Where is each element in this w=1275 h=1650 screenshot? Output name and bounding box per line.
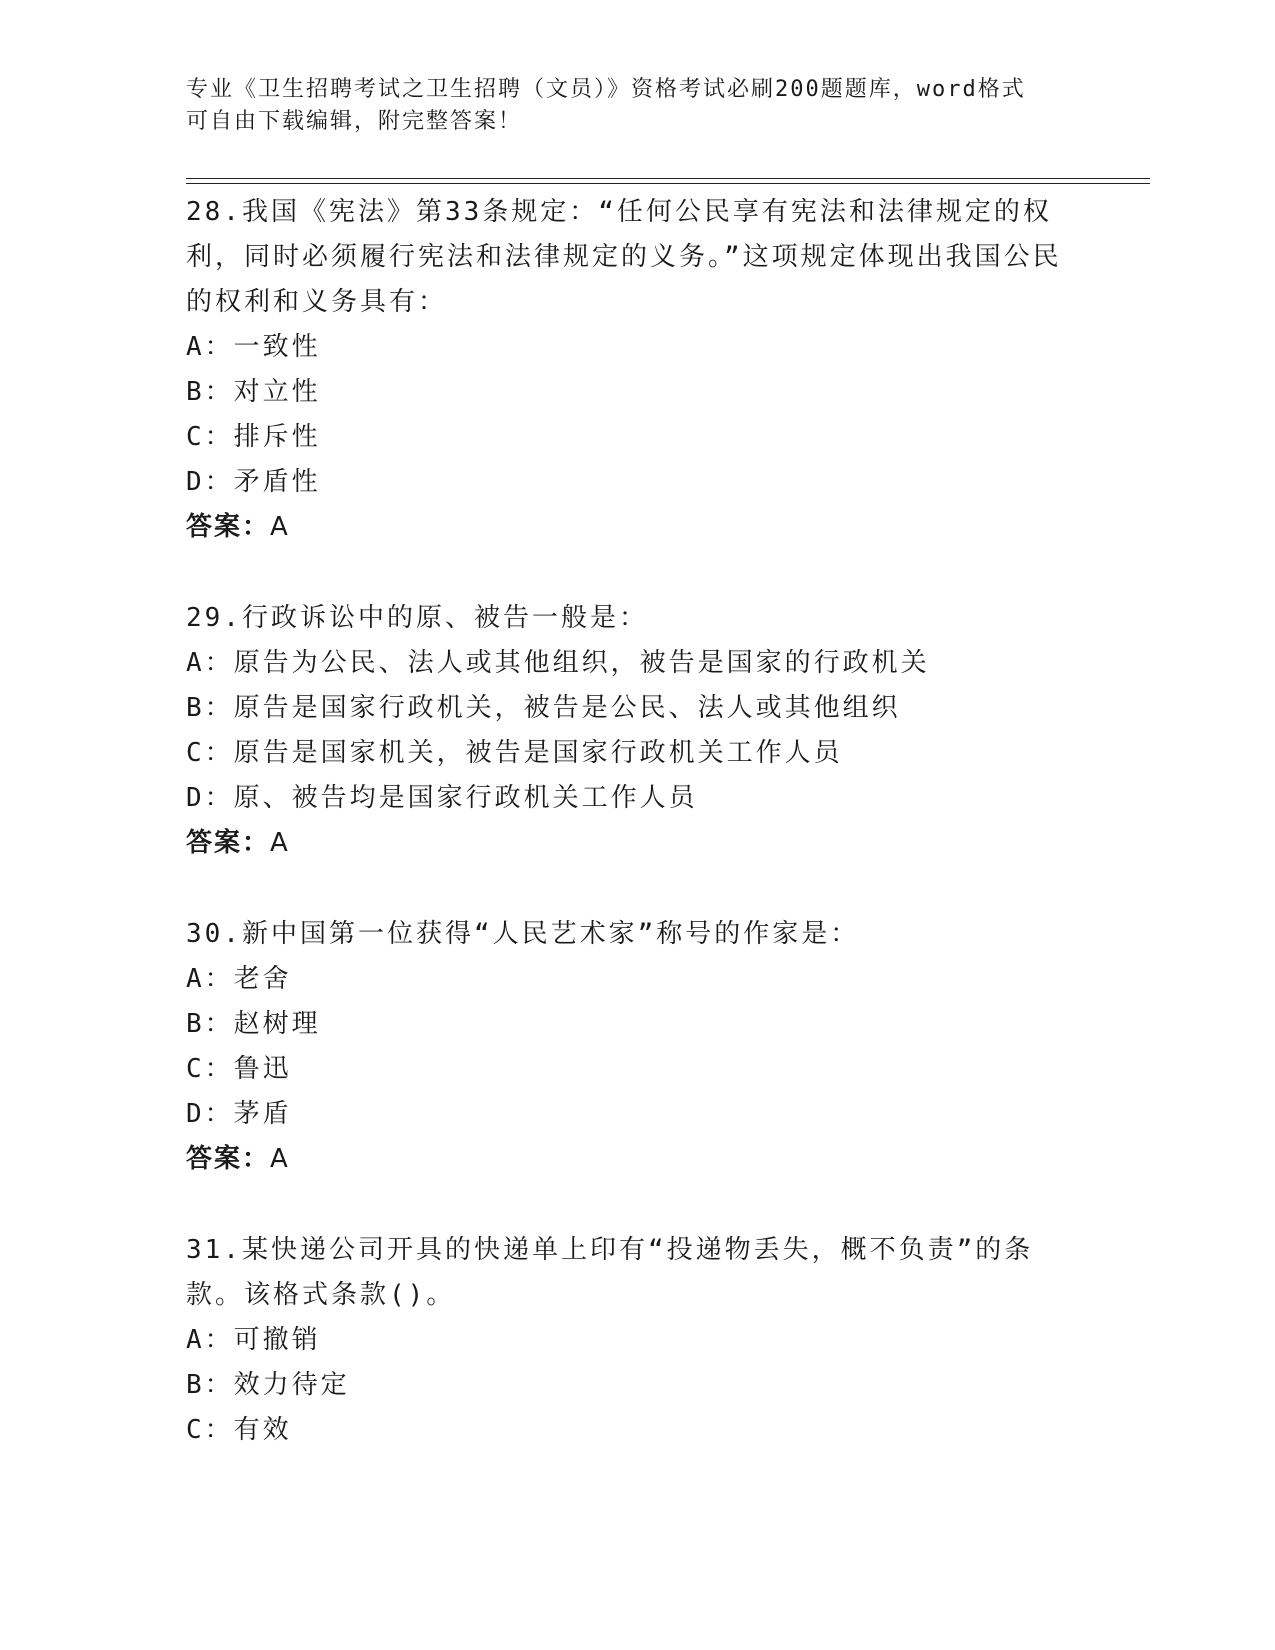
question-list	[186, 190, 1086, 1499]
answer-label: 答案：	[186, 1144, 271, 1174]
option-d: D：茅盾	[186, 1099, 292, 1129]
question-28	[186, 190, 1086, 550]
answer-line	[186, 505, 1086, 550]
option-a: A：可撤销	[186, 1325, 321, 1355]
option-d: D：矛盾性	[186, 467, 321, 497]
option-a: A：老舍	[186, 964, 292, 994]
header-rule-top	[186, 178, 1150, 179]
document-header	[186, 74, 1066, 138]
option-c: C：鲁迅	[186, 1054, 292, 1084]
answer-value: A	[270, 1144, 290, 1174]
option-a: A：原告为公民、法人或其他组织，被告是国家的行政机关	[186, 648, 930, 678]
option-b: B：原告是国家行政机关，被告是公民、法人或其他组织	[186, 693, 901, 723]
option-c: C：原告是国家机关，被告是国家行政机关工作人员	[186, 738, 843, 768]
header-rule-bottom	[186, 183, 1150, 184]
option-b: B：赵树理	[186, 1009, 321, 1039]
option-c: C：有效	[186, 1415, 292, 1445]
option-b: B：效力待定	[186, 1370, 350, 1400]
question-31	[186, 1228, 1086, 1453]
option-a: A：一致性	[186, 332, 321, 362]
question-text: 30.新中国第一位获得“人民艺术家”称号的作家是：	[186, 919, 860, 949]
header-line-2: 可自由下载编辑，附完整答案！	[186, 109, 523, 134]
answer-label: 答案：	[186, 828, 271, 858]
answer-value: A	[270, 828, 290, 858]
answer-label: 答案：	[186, 512, 271, 542]
answer-value: A	[270, 512, 290, 542]
question-text: 31.某快递公司开具的快递单上印有“投递物丢失，概不负责”的条款。该格式条款()。	[186, 1235, 1034, 1310]
option-c: C：排斥性	[186, 422, 321, 452]
option-b: B：对立性	[186, 377, 321, 407]
question-29	[186, 596, 1086, 866]
header-line-1: 专业《卫生招聘考试之卫生招聘（文员）》资格考试必刷200题题库，word格式	[186, 77, 1026, 102]
answer-line	[186, 821, 1086, 866]
question-30	[186, 912, 1086, 1182]
question-text: 28.我国《宪法》第33条规定：“任何公民享有宪法和法律规定的权利，同时必须履行宪法和法律规定的义务。”这项规定体现出我国公民的权利和义务具有：	[186, 197, 1062, 317]
option-d: D：原、被告均是国家行政机关工作人员	[186, 783, 698, 813]
question-text: 29.行政诉讼中的原、被告一般是：	[186, 603, 648, 633]
answer-line	[186, 1137, 1086, 1182]
